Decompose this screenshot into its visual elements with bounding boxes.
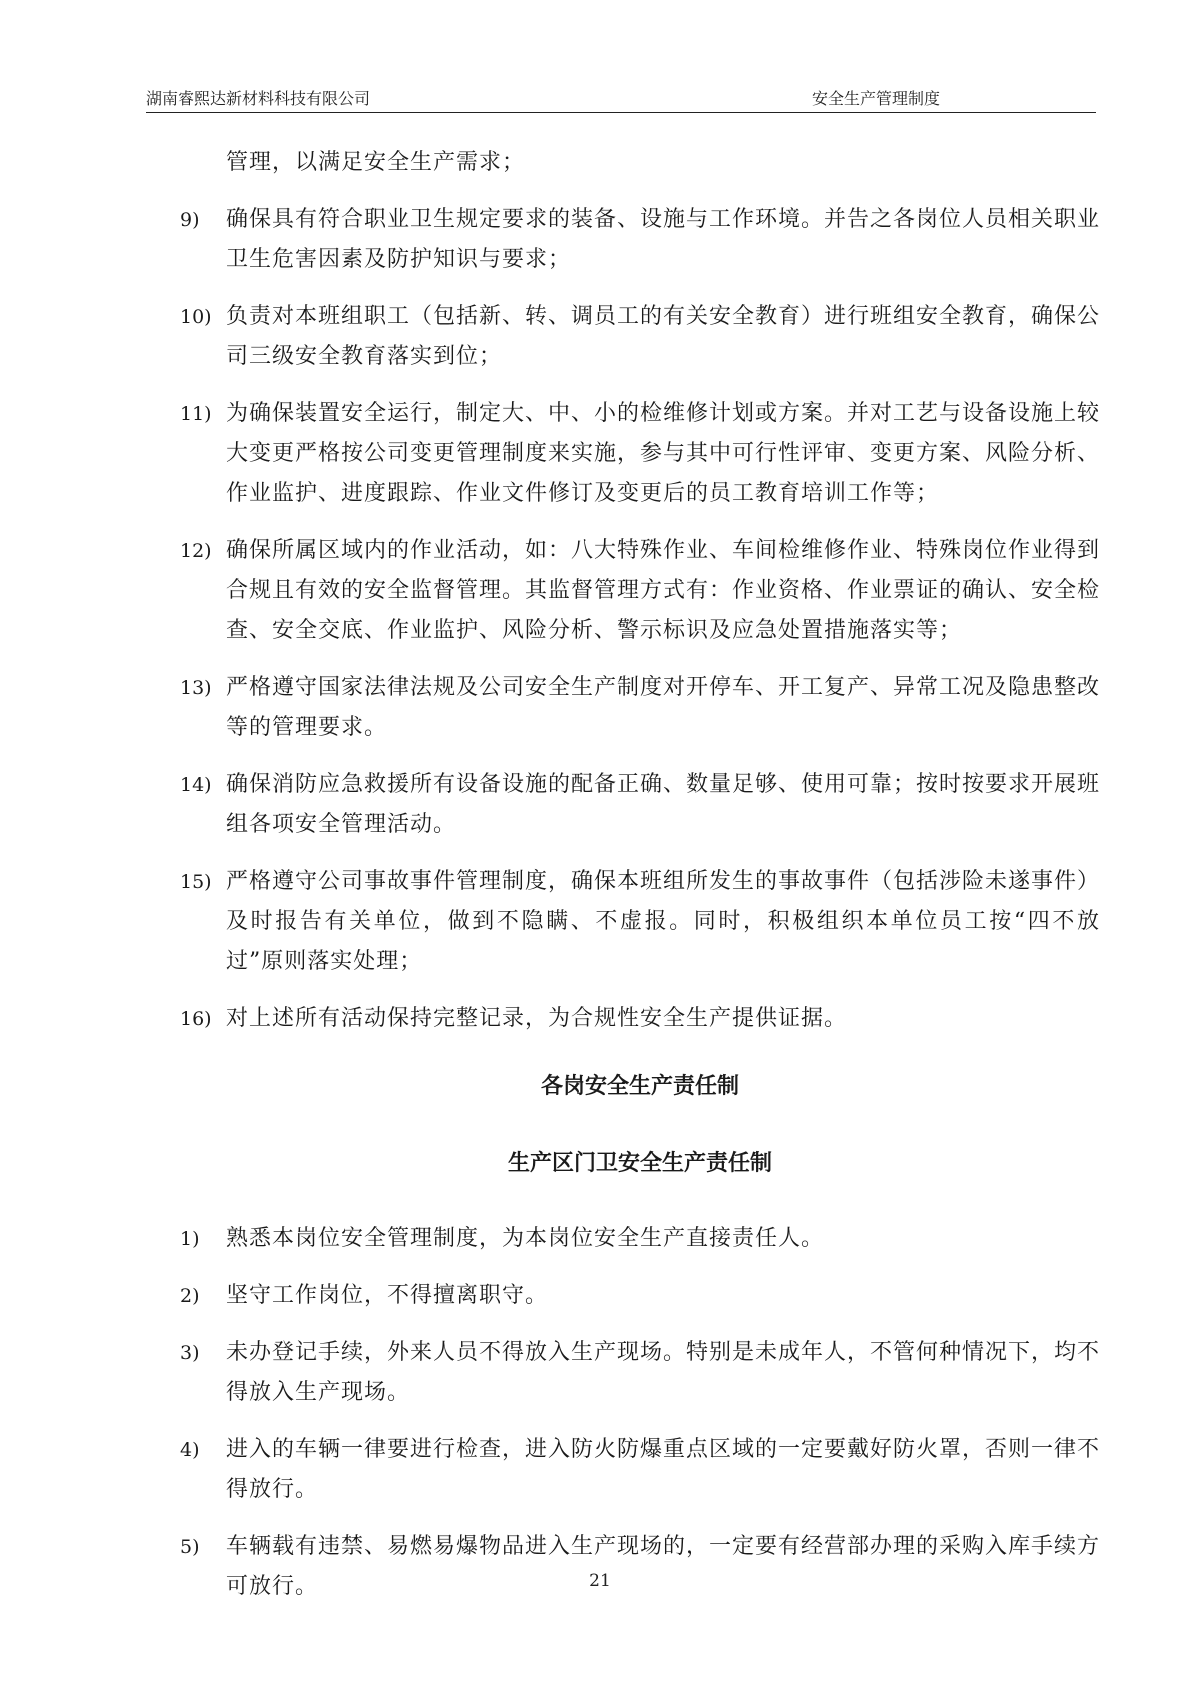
list-item-text: 熟悉本岗位安全管理制度，为本岗位安全生产直接责任人。 [226, 1226, 825, 1251]
list-item-number: 10) [180, 306, 212, 328]
list-item [180, 668, 1100, 748]
list-item [180, 394, 1100, 514]
page-content [180, 143, 1100, 1624]
list-item-text: 严格遵守公司事故事件管理制度，确保本班组所发生的事故事件（包括涉险未遂事件）及时报告有关单位，做到不隐瞒、不虚报。同时，积极组织本单位员工按“四不放过”原则落实处理； [226, 869, 1101, 974]
list-item-number: 2) [180, 1285, 200, 1307]
list-item-number: 4) [180, 1439, 200, 1461]
list-item-number: 12) [180, 540, 212, 562]
section-heading: 各岗安全生产责任制 [540, 1074, 739, 1099]
header-company: 湖南睿熙达新材料科技有限公司 [146, 89, 371, 108]
list-item [180, 1430, 1100, 1510]
list-item [180, 200, 1100, 280]
list-item-text: 确保消防应急救援所有设备设施的配备正确、数量足够、使用可靠；按时按要求开展班组各项安全管理活动。 [226, 772, 1101, 837]
list-item-text: 负责对本班组职工（包括新、转、调员工的有关安全教育）进行班组安全教育，确保公司三级安全教育落实到位； [226, 304, 1101, 369]
page-header [146, 82, 1096, 112]
page-number: 21 [589, 1571, 611, 1591]
list-item [180, 1276, 1100, 1316]
list-item-number: 16) [180, 1008, 212, 1030]
list-item [180, 765, 1100, 845]
list-item-text: 未办登记手续，外来人员不得放入生产现场。特别是未成年人，不管何种情况下，均不得放入生产现场。 [226, 1340, 1101, 1405]
list-item-text: 对上述所有活动保持完整记录，为合规性安全生产提供证据。 [226, 1006, 848, 1031]
list-item-text: 进入的车辆一律要进行检查，进入防火防爆重点区域的一定要戴好防火罩，否则一律不得放行。 [226, 1437, 1101, 1502]
list-item-number: 14) [180, 774, 212, 796]
list-item [180, 297, 1100, 377]
list-item-text: 坚守工作岗位，不得擅离职守。 [226, 1283, 549, 1308]
list-item-text: 确保具有符合职业卫生规定要求的装备、设施与工作环境。并告之各岗位人员相关职业卫生危害因素及防护知识与要求； [226, 207, 1101, 272]
list-item [180, 1333, 1100, 1413]
list-item-text: 确保所属区域内的作业活动，如：八大特殊作业、车间检维修作业、特殊岗位作业得到合规且有效的安全监督管理。其监督管理方式有：作业资格、作业票证的确认、安全检查、安全交底、作业监护、风险分析、警示标识及应急处置措施落实等； [226, 538, 1101, 643]
list-item-text: 严格遵守国家法律法规及公司安全生产制度对开停车、开工复产、异常工况及隐患整改等的管理要求。 [226, 675, 1101, 740]
header-doc-title: 安全生产管理制度 [812, 89, 941, 108]
list-item-number: 11) [180, 403, 212, 425]
list-item-number: 5) [180, 1536, 200, 1558]
list-item-number: 9) [180, 209, 200, 231]
list-item [180, 862, 1100, 982]
header-divider [146, 112, 1096, 113]
list-item-number: 15) [180, 871, 212, 893]
list-item-text: 车辆载有违禁、易燃易爆物品进入生产现场的，一定要有经营部办理的采购入库手续方可放行。 [226, 1534, 1101, 1599]
list-item [180, 999, 1100, 1039]
continuation-text: 管理，以满足安全生产需求； [226, 150, 526, 175]
list-item [180, 1219, 1100, 1259]
list-item-number: 3) [180, 1342, 200, 1364]
list-item [180, 1527, 1100, 1607]
list-item-number: 13) [180, 677, 212, 699]
list-item-text: 为确保装置安全运行，制定大、中、小的检维修计划或方案。并对工艺与设备设施上较大变更严格按公司变更管理制度来实施，参与其中可行性评审、变更方案、风险分析、作业监护、进度跟踪、作业文件修订及变更后的员工教育培训工作等； [226, 401, 1101, 506]
list-item-number: 1) [180, 1228, 200, 1250]
subsection-heading: 生产区门卫安全生产责任制 [507, 1151, 772, 1176]
list-item [180, 531, 1100, 651]
